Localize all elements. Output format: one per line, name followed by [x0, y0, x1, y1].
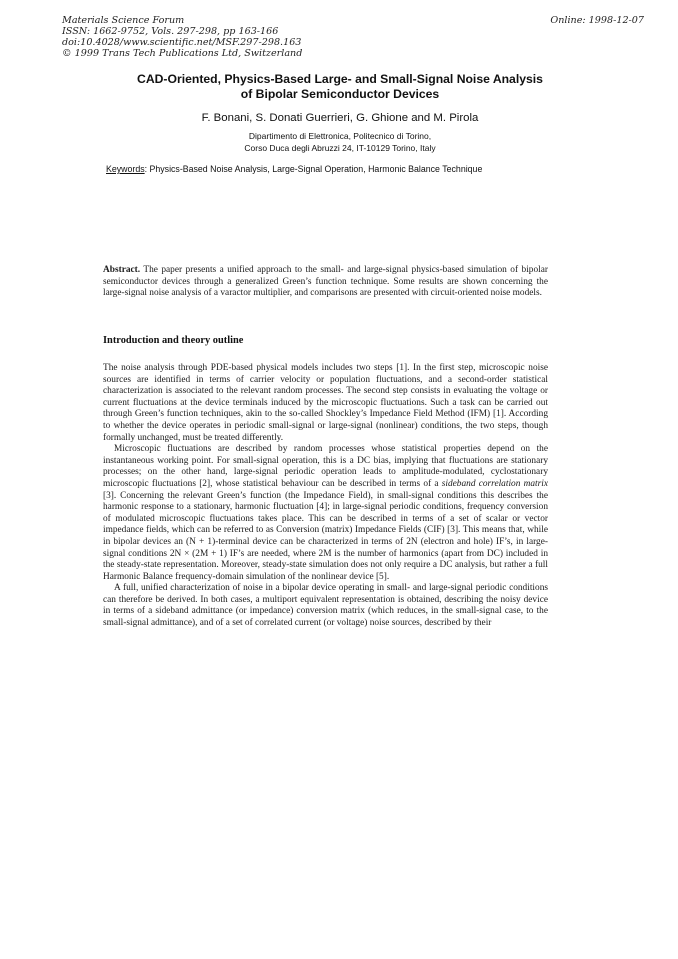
abstract-label: Abstract. — [103, 265, 141, 275]
authors: F. Bonani, S. Donati Guerrieri, G. Ghione and M. Pirola — [201, 112, 479, 124]
paragraph-3: A full, unified characterization of noise in a bipolar device operating in small- and large-signal periodic conditions can therefore be derived. In both cases, a multiport equivalent representation is obtained, describing the noisy device in terms of a sideband admittance (or impedance) conversion matrix (which reduces, in the small-signal case, to the small-signal admittance), and of a set of correlated current (or voltage) noise sources, described by their — [103, 583, 548, 629]
affiliation-line-2: Corso Duca degli Abruzzi 24, IT-10129 Torino, Italy — [244, 142, 436, 153]
paragraph-2-part-a: Microscopic fluctuations are described by random processes whose statistical properties depend on the instantaneous working point. For small-signal operation, this is a DC bias, implying that fluctuations are stationary processes; on the other hand, large-signal periodic operation leads to amplitude-modulated, cyclostationary microscopic fluctuations [2], whose statistical behaviour can be described in terms of a — [103, 444, 548, 489]
paper-title — [60, 72, 620, 101]
abstract — [103, 265, 548, 300]
paragraph-2-emphasis: sideband correlation matrix — [441, 478, 548, 489]
paragraph-2 — [103, 444, 548, 583]
title-line-1: CAD-Oriented, Physics-Based Large- and Small-Signal Noise Analysis — [137, 72, 543, 86]
paragraph-1: The noise analysis through PDE-based physical models includes two steps [1]. In the first step, microscopic noise sources are identified in terms of carrier velocity or population fluctuations, and a second-order statistical characterization is associated to the relevant random processes. The second step consists in evaluating the voltage or current fluctuations at the device terminals induced by the microscopic fluctuations. Such a task can be carried out through Green’s function techniques, akin to the so-called Shockley’s Impedance Field Method (IFM) [1]. According to whether the device operates in periodic small-signal or large-signal (nonlinear) conditions, the two steps, though formally unchanged, must be treated differently. — [103, 363, 548, 443]
keywords-text: : Physics-Based Noise Analysis, Large-Signal Operation, Harmonic Balance Technique — [144, 164, 483, 174]
title-line-2: of Bipolar Semiconductor Devices — [240, 86, 440, 101]
keywords-label: Keywords — [106, 164, 145, 174]
section-heading: Introduction and theory outline — [103, 335, 244, 346]
affiliation — [60, 131, 620, 154]
doi-line: doi:10.4028/www.scientific.net/MSF.297-298.163 — [62, 37, 302, 48]
introduction-body — [103, 363, 548, 630]
copyright-line: © 1999 Trans Tech Publications Ltd, Switzerland — [62, 48, 303, 59]
keywords — [106, 164, 482, 174]
affiliation-line-1: Dipartimento di Elettronica, Politecnico di Torino, — [248, 131, 432, 141]
journal-header — [62, 15, 302, 59]
abstract-text: The paper presents a unified approach to the small- and large-signal physics-based simulation of bipolar semiconductor devices through a generalized Green’s function technique. Some results are shown concerning the large-signal noise analysis of a varactor multiplier, and comparisons are presented with circuit-oriented noise models. — [103, 265, 548, 299]
paragraph-2-part-b: [3]. Concerning the relevant Green’s function (the Impedance Field), in small-signal conditions this describes the harmonic response to a stationary, harmonic fluctuation [4]; in large-signal periodic conditions, frequency conversion of modulated microscopic fluctuations takes place. This can be described in terms of a set of scalar or vector impedance fields, which can be referred to as Conversion (matrix) Impedance Fields (CIF) [3]. This means that, while in bipolar devices an (N + 1)-terminal device can be characterized in terms of 2N (electron and hole) IF’s, in large-signal conditions 2N × (2M + 1) IF’s are needed, where 2M is the number of harmonics (apart from DC) included in the steady-state representation. Moreover, steady-state simulation does not only require a DC analysis, but rather a full Harmonic Balance frequency-domain simulation of the nonlinear device [5]. — [103, 490, 548, 582]
online-date: Online: 1998-12-07 — [550, 15, 644, 26]
journal-name: Materials Science Forum — [62, 15, 185, 26]
issn-line: ISSN: 1662-9752, Vols. 297-298, pp 163-166 — [62, 26, 279, 37]
